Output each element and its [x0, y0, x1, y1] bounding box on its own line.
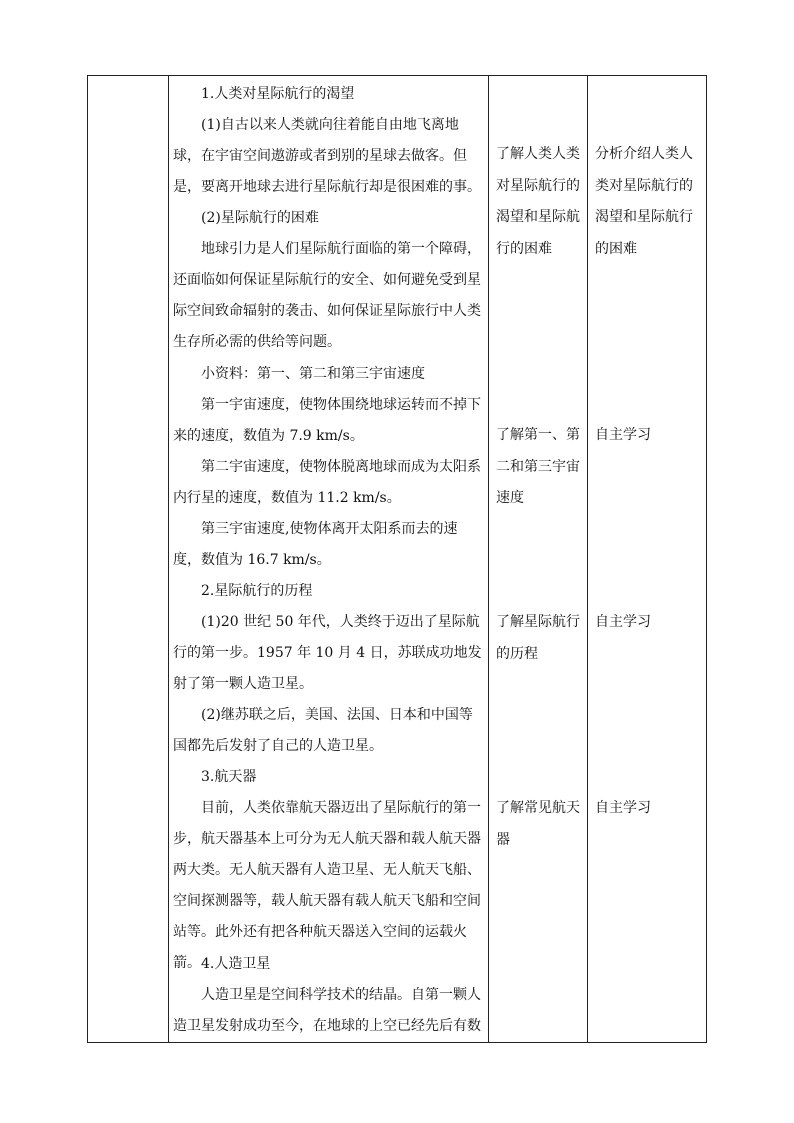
- paragraph: 人造卫星是空间科学技术的结晶。自第一颗人造卫星发射成功至今，在地球的上空已经先后有数: [173, 987, 481, 1034]
- method-text: 分析介绍人类人类对星际航行的渴望和星际航行的困难: [595, 146, 693, 257]
- heading-3: 3.航天器: [201, 769, 257, 785]
- content-column: [169, 76, 489, 1042]
- method-text: 自主学习: [595, 800, 651, 816]
- goal-text: 了解第一、第二和第三宇宙速度: [496, 427, 580, 506]
- method-text: 自主学习: [595, 614, 651, 630]
- paragraph: (2)继苏联之后，美国、法国、日本和中国等国都先后发射了自己的人造卫星。: [173, 707, 473, 754]
- goal-text: 了解星际航行的历程: [496, 614, 580, 662]
- heading-4: 4.人造卫星: [201, 956, 271, 972]
- sub-heading: (2)星际航行的困难: [201, 210, 319, 226]
- heading-1: 1.人类对星际航行的渴望: [201, 86, 355, 102]
- paragraph: (1)自古以来人类就向往着能自由地飞离地球，在宇宙空间遨游或者到别的星球去做客。但是，要离开地球去进行星际航行却是很困难的事。: [173, 117, 481, 195]
- method-text: 自主学习: [595, 427, 651, 443]
- lesson-table: [87, 75, 707, 1043]
- paragraph: (1)20 世纪 50 年代，人类终于迈出了星际航行的第一步。1957 年 10 月 4 日，苏联成功地发射了第一颗人造卫星。: [173, 614, 482, 692]
- sidebar-note-title: 小资料：第一、第二和第三宇宙速度: [201, 366, 425, 382]
- paragraph: 第三宇宙速度,使物体离开太阳系而去的速度，数值为 16.7 km/s。: [173, 521, 458, 568]
- goal-text: 了解人类人类对星际航行的渴望和星际航行的困难: [496, 146, 580, 257]
- paragraph: 第一宇宙速度，使物体围绕地球运转而不掉下来的速度，数值为 7.9 km/s。: [173, 397, 481, 444]
- goal-text: 了解常见航天器: [496, 800, 580, 848]
- goal-column: [489, 76, 588, 1042]
- paragraph: 第二宇宙速度，使物体脱离地球而成为太阳系内行星的速度，数值为 11.2 km/s。: [173, 459, 481, 506]
- method-column: [588, 76, 707, 1042]
- paragraph: 目前，人类依靠航天器迈出了星际航行的第一步，航天器基本上可分为无人航天器和载人航天器两大类。无人航天器有人造卫星、无人航天飞船、空间探测器等，载人航天器有载人航天飞船和空间站等。此外还有把各种航天器送入空间的运载火箭。: [173, 800, 481, 971]
- first-column-cell: [88, 76, 168, 1042]
- heading-2: 2.星际航行的历程: [201, 583, 313, 599]
- paragraph: 地球引力是人们星际航行面临的第一个障碍，还面临如何保证星际航行的安全、如何避免受到星际空间致命辐射的袭击、如何保证星际旅行中人类生存所必需的供给等问题。: [173, 241, 481, 350]
